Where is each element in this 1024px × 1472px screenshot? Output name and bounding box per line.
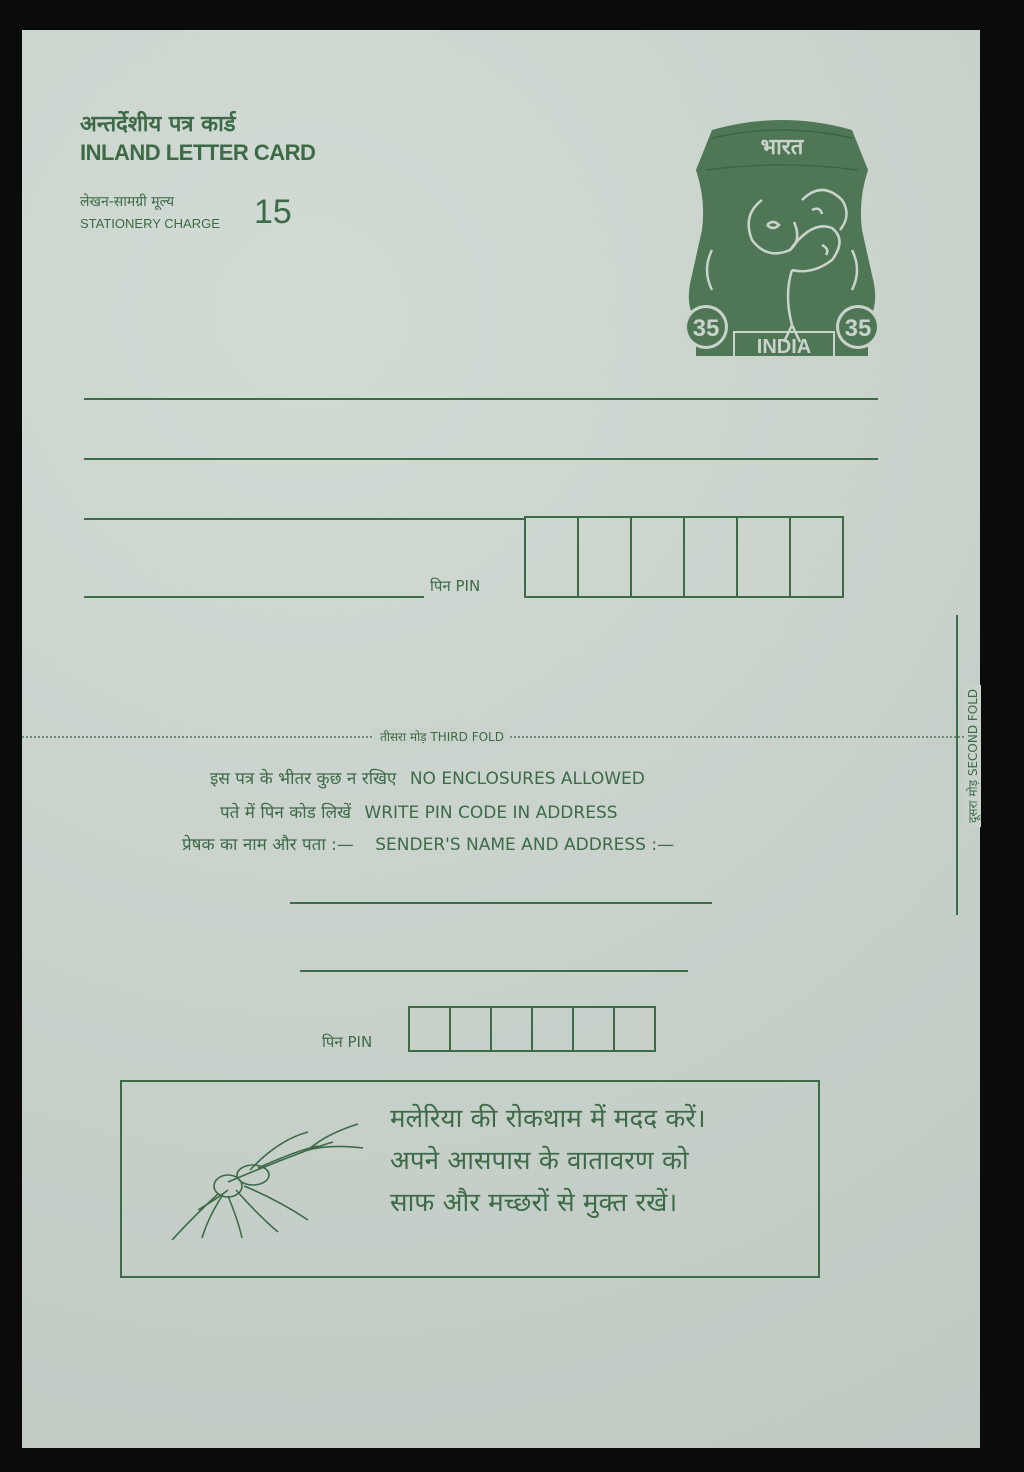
pin-digit-box[interactable]: [533, 1008, 574, 1050]
pin-digit-box[interactable]: [579, 518, 632, 596]
pin-digit-box[interactable]: [685, 518, 738, 596]
instruction-line-3: [182, 832, 674, 855]
pin-digit-box[interactable]: [574, 1008, 615, 1050]
stamp-value-left: 35: [692, 315, 720, 342]
address-line-4: [84, 596, 424, 598]
pin-digit-box[interactable]: [791, 518, 842, 596]
mosquito-icon: [158, 1120, 368, 1240]
pin-digit-box[interactable]: [526, 518, 579, 596]
malaria-line-1: मलेरिया की रोकथाम में मदद करें।: [390, 1104, 706, 1134]
malaria-line-2: अपने आसपास के वातावरण को: [390, 1146, 689, 1176]
address-pin-boxes[interactable]: [524, 516, 844, 598]
instruction-3-english: SENDER'S NAME AND ADDRESS :—: [375, 835, 675, 855]
pin-digit-box[interactable]: [492, 1008, 533, 1050]
title-english: INLAND LETTER CARD: [80, 140, 316, 165]
pin-digit-box[interactable]: [451, 1008, 492, 1050]
peacock-stamp-icon: [672, 110, 892, 362]
pin-digit-box[interactable]: [410, 1008, 451, 1050]
charge-label-english: STATIONERY CHARGE: [80, 216, 220, 231]
third-fold-label: तीसरा मोड़ THIRD FOLD: [374, 728, 510, 745]
address-pin-label: पिन PIN: [430, 577, 481, 595]
pin-digit-box[interactable]: [615, 1008, 654, 1050]
sender-pin-label: पिन PIN: [322, 1033, 373, 1051]
instruction-line-2: [220, 800, 618, 823]
malaria-line-3: साफ और मच्छरों से मुक्त रखें।: [390, 1188, 678, 1218]
instruction-2-english: WRITE PIN CODE IN ADDRESS: [364, 803, 618, 823]
charge-label-hindi: लेखन-सामग्री मूल्य: [80, 194, 175, 210]
postage-stamp: [672, 110, 892, 362]
address-line-3: [84, 518, 524, 520]
instruction-1-hindi: इस पत्र के भीतर कुछ न रखिए: [210, 769, 397, 789]
stamp-country-hindi: भारत: [760, 135, 804, 160]
address-line-1: [84, 398, 878, 400]
pin-digit-box[interactable]: [632, 518, 685, 596]
pin-digit-box[interactable]: [738, 518, 791, 596]
instruction-2-hindi: पते में पिन कोड लिखें: [220, 803, 352, 823]
sender-line-2: [300, 970, 688, 972]
second-fold-line: [956, 615, 958, 915]
instruction-1-english: NO ENCLOSURES ALLOWED: [409, 769, 645, 789]
second-fold-label: दूसरा मोड़ SECOND FOLD: [964, 685, 981, 827]
instruction-line-1: [210, 766, 645, 789]
sender-line-1: [290, 902, 712, 904]
inland-letter-card: [22, 30, 980, 1448]
second-fold-marker: [942, 615, 980, 915]
charge-value: 15: [254, 193, 292, 231]
title-hindi: अन्तर्देशीय पत्र कार्ड: [80, 112, 236, 137]
address-line-2: [84, 458, 878, 460]
malaria-awareness-box: [120, 1080, 820, 1278]
stamp-value-right: 35: [844, 315, 872, 342]
stamp-country-english: INDIA: [756, 336, 812, 358]
instruction-3-hindi: प्रेषक का नाम और पता :—: [182, 835, 354, 855]
sender-pin-boxes[interactable]: [408, 1006, 656, 1052]
